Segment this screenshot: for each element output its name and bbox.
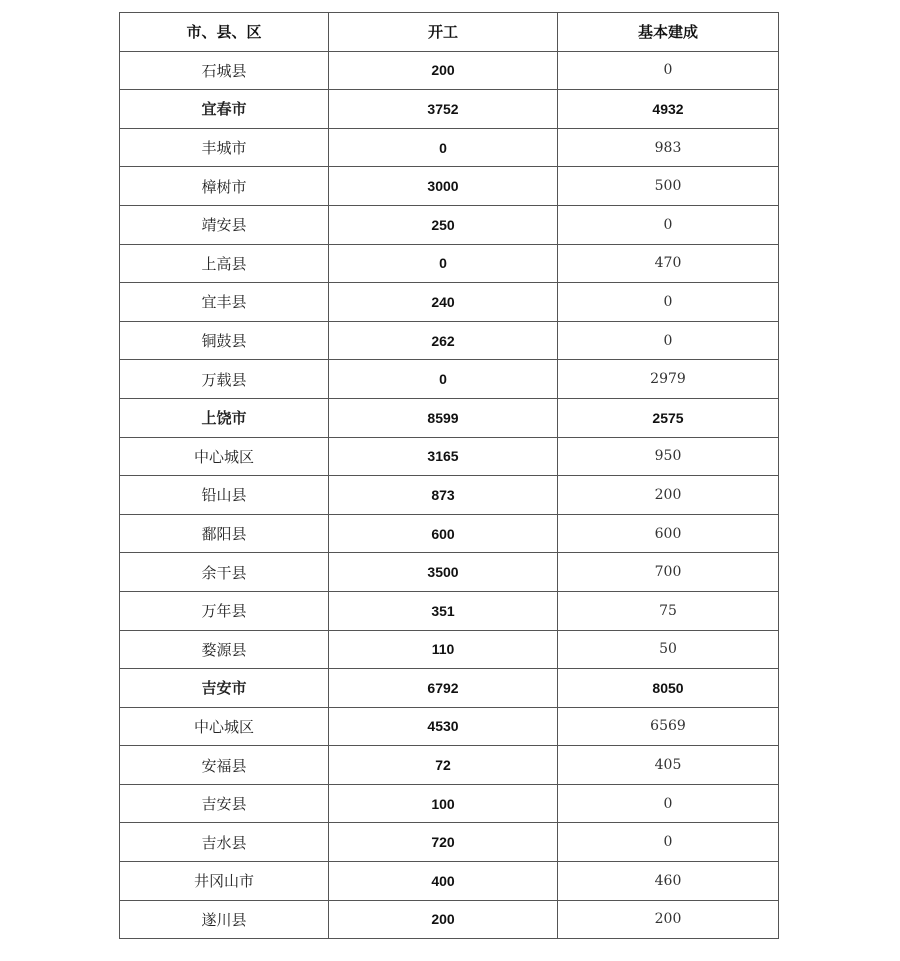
started-count-cell: 3500 xyxy=(329,553,558,592)
region-name-cell: 中心城区 xyxy=(120,707,329,746)
started-count-cell: 0 xyxy=(329,128,558,167)
table-row xyxy=(120,823,779,862)
completed-count-cell: 2979 xyxy=(558,360,779,399)
region-name-cell: 中心城区 xyxy=(120,437,329,476)
started-count-cell: 0 xyxy=(329,360,558,399)
started-count-cell: 200 xyxy=(329,900,558,939)
started-count-cell: 240 xyxy=(329,283,558,322)
started-count-cell: 400 xyxy=(329,862,558,901)
completed-count-cell: 983 xyxy=(558,128,779,167)
region-name-cell: 吉水县 xyxy=(120,823,329,862)
completed-count-cell: 200 xyxy=(558,900,779,939)
region-name-cell: 石城县 xyxy=(120,51,329,90)
started-count-cell: 6792 xyxy=(329,669,558,708)
table-row xyxy=(120,283,779,322)
completed-count-cell: 700 xyxy=(558,553,779,592)
started-count-cell: 8599 xyxy=(329,398,558,437)
completed-count-cell: 200 xyxy=(558,476,779,515)
table-row xyxy=(120,862,779,901)
completed-count-cell: 460 xyxy=(558,862,779,901)
started-count-cell: 250 xyxy=(329,205,558,244)
completed-count-cell: 500 xyxy=(558,167,779,206)
table-row xyxy=(120,205,779,244)
table-row xyxy=(120,321,779,360)
table-row xyxy=(120,51,779,90)
table-row xyxy=(120,244,779,283)
started-count-cell: 4530 xyxy=(329,707,558,746)
table-row xyxy=(120,360,779,399)
completed-count-cell: 0 xyxy=(558,321,779,360)
started-count-cell: 3752 xyxy=(329,90,558,129)
started-count-cell: 100 xyxy=(329,784,558,823)
completed-count-cell: 950 xyxy=(558,437,779,476)
table-row xyxy=(120,900,779,939)
table-row xyxy=(120,746,779,785)
started-count-cell: 0 xyxy=(329,244,558,283)
region-name-cell: 樟树市 xyxy=(120,167,329,206)
region-name-cell: 遂川县 xyxy=(120,900,329,939)
completed-count-cell: 405 xyxy=(558,746,779,785)
region-name-cell: 吉安县 xyxy=(120,784,329,823)
table-row xyxy=(120,553,779,592)
started-count-cell: 3165 xyxy=(329,437,558,476)
started-count-cell: 351 xyxy=(329,591,558,630)
region-name-cell: 铜鼓县 xyxy=(120,321,329,360)
region-name-cell: 鄱阳县 xyxy=(120,514,329,553)
completed-count-cell: 0 xyxy=(558,823,779,862)
completed-count-cell: 75 xyxy=(558,591,779,630)
table-row xyxy=(120,707,779,746)
table-row-city xyxy=(120,90,779,129)
region-name-cell: 铅山县 xyxy=(120,476,329,515)
completed-count-cell: 4932 xyxy=(558,90,779,129)
completed-count-cell: 0 xyxy=(558,784,779,823)
completed-count-cell: 2575 xyxy=(558,398,779,437)
table-row xyxy=(120,591,779,630)
housing-construction-table xyxy=(119,12,779,939)
region-name-cell: 余干县 xyxy=(120,553,329,592)
table-row xyxy=(120,128,779,167)
table-row xyxy=(120,514,779,553)
started-count-cell: 110 xyxy=(329,630,558,669)
region-name-cell: 吉安市 xyxy=(120,669,329,708)
started-count-cell: 600 xyxy=(329,514,558,553)
region-name-cell: 靖安县 xyxy=(120,205,329,244)
table-row-city xyxy=(120,398,779,437)
started-count-cell: 873 xyxy=(329,476,558,515)
table-row xyxy=(120,784,779,823)
completed-count-cell: 0 xyxy=(558,51,779,90)
region-name-cell: 丰城市 xyxy=(120,128,329,167)
region-name-cell: 井冈山市 xyxy=(120,862,329,901)
table-row xyxy=(120,630,779,669)
completed-count-cell: 6569 xyxy=(558,707,779,746)
started-count-cell: 200 xyxy=(329,51,558,90)
completed-count-cell: 50 xyxy=(558,630,779,669)
region-name-cell: 宜丰县 xyxy=(120,283,329,322)
completed-count-cell: 8050 xyxy=(558,669,779,708)
completed-count-cell: 0 xyxy=(558,283,779,322)
region-name-cell: 婺源县 xyxy=(120,630,329,669)
region-name-cell: 安福县 xyxy=(120,746,329,785)
started-count-cell: 262 xyxy=(329,321,558,360)
completed-count-cell: 0 xyxy=(558,205,779,244)
header-region: 市、县、区 xyxy=(120,13,329,52)
completed-count-cell: 470 xyxy=(558,244,779,283)
table-row xyxy=(120,476,779,515)
table-header-row xyxy=(120,13,779,52)
table-body xyxy=(120,51,779,939)
header-started: 开工 xyxy=(329,13,558,52)
table-row xyxy=(120,437,779,476)
header-completed: 基本建成 xyxy=(558,13,779,52)
region-name-cell: 上饶市 xyxy=(120,398,329,437)
region-name-cell: 万载县 xyxy=(120,360,329,399)
region-name-cell: 宜春市 xyxy=(120,90,329,129)
region-name-cell: 万年县 xyxy=(120,591,329,630)
started-count-cell: 720 xyxy=(329,823,558,862)
table-row xyxy=(120,167,779,206)
started-count-cell: 3000 xyxy=(329,167,558,206)
table-row-city xyxy=(120,669,779,708)
region-name-cell: 上高县 xyxy=(120,244,329,283)
completed-count-cell: 600 xyxy=(558,514,779,553)
started-count-cell: 72 xyxy=(329,746,558,785)
